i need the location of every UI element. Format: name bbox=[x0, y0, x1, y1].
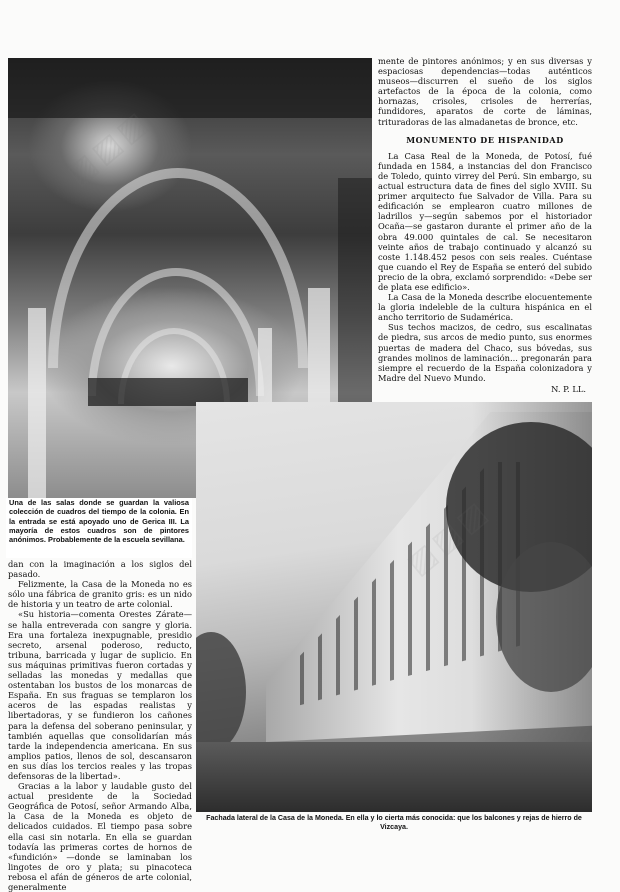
paragraph: «Su historia—comenta Orestes Zárate—se halla entreverada con sangre y gloria. Era una fortaleza inexpugnable, presidio secreto, arsenal poderoso, reducto, tribuna, barricada y lugar de suplicio. En sus máquinas primitivas fueron cortadas y selladas las monedas y medallas que ostentaban los bustos de los monarcas de España. En sus fraguas se templaron los aceros de las espadas realistas y libertadoras, y se fundieron los cañones para la defensa del soberano peninsular, y también aquellas que consolidarían más tarde la independencia americana. En sus amplios patios, llenos de sol, descansaron en sus días los tercios reales y las tropas defensoras de la libertad». bbox=[8, 609, 192, 781]
intro-continued: mente de pintores anónimos; y en sus diversas y espaciosas dependencias—todas auténticos museos—discurren el sueño de los siglos artefactos de la época de la colonia, como hornazas, crisoles, crisoles de herrerías, fundidores, aparatos de corte de láminas, trituradoras de las almadanetas de bronce, etc. bbox=[378, 56, 592, 127]
author-signature: N. P. LL. bbox=[551, 383, 586, 394]
paragraph: La Casa de la Moneda describe elocuentemente la gloria indeleble de la cultura hispánica en el ancho territorio de Sudamérica. bbox=[378, 292, 592, 323]
hall-photo-caption: Una de las salas donde se guardan la valiosa colección de cuadros del tiempo de la colonia. En la entrada se está apoyado uno de Gerica III. La mayoría de estos cuadros son de pintores anónimos. Probablemente de la escuela sevillana. bbox=[6, 498, 192, 558]
paragraph: Sus techos macizos, de cedro, sus escalinatas de piedra, sus arcos de medio punto, sus enormes puertas de madera del Chaco, sus bóvedas, sus grandes molinos de laminación... pregonarán para siempre el recuerdo de la España colonizadora y Madre del Nuevo Mundo. bbox=[378, 322, 592, 383]
paragraph: Gracias a la labor y laudable gusto del actual presidente de la Sociedad Geográfica de Potosí, señor Armando Alba, la Casa de la Moneda es objeto de delicados cuidados. El tiempo pasa sobre ella casi sin notarla. En ella se guardan todavía las primeras cortes de hornos de «fundición» —donde se laminaban los lingotes de oro y plata; su pinacoteca rebosa el afán de géneros de arte colonial, generalmente bbox=[8, 781, 192, 892]
left-text-column bbox=[8, 559, 192, 892]
paragraph: Felizmente, la Casa de la Moneda no es sólo una fábrica de granito gris: es un nido de historia y un teatro de arte colonial. bbox=[8, 579, 192, 610]
facade-photo bbox=[196, 402, 592, 812]
paragraph: La Casa Real de la Moneda, de Potosí, fué fundada en 1584, a instancias del don Francisco de Toledo, quinto virrey del Perú. Sin embargo, su actual estructura data de fines del siglo XVIII. Su primer arquitecto fue Salvador de Villa. Para su edificación se emplearon cuatro millones de ladrillos y—según sabemos por el historiador Ocaña—se gastaron durante el primer año de la obra 49.000 quintales de cal. Se necesitaron veinte años de trabajo continuado y alcanzó su coste 1.148.452 pesos con seis reales. Cuéntase que cuando el Rey de España se enteró del subido precio de la obra, exclamó sorprendido: «Debe ser de plata ese edificio». bbox=[378, 150, 592, 292]
paragraph-continued: dan con la imaginación a los siglos del pasado. bbox=[8, 559, 192, 580]
right-text-column bbox=[378, 56, 592, 394]
facade-photo-caption: Fachada lateral de la Casa de la Moneda. En ella y lo cierta más conocida: que los balcones y rejas de hierro de Vizcaya. bbox=[206, 814, 582, 831]
section-heading: MONUMENTO DE HISPANIDAD bbox=[406, 134, 564, 145]
